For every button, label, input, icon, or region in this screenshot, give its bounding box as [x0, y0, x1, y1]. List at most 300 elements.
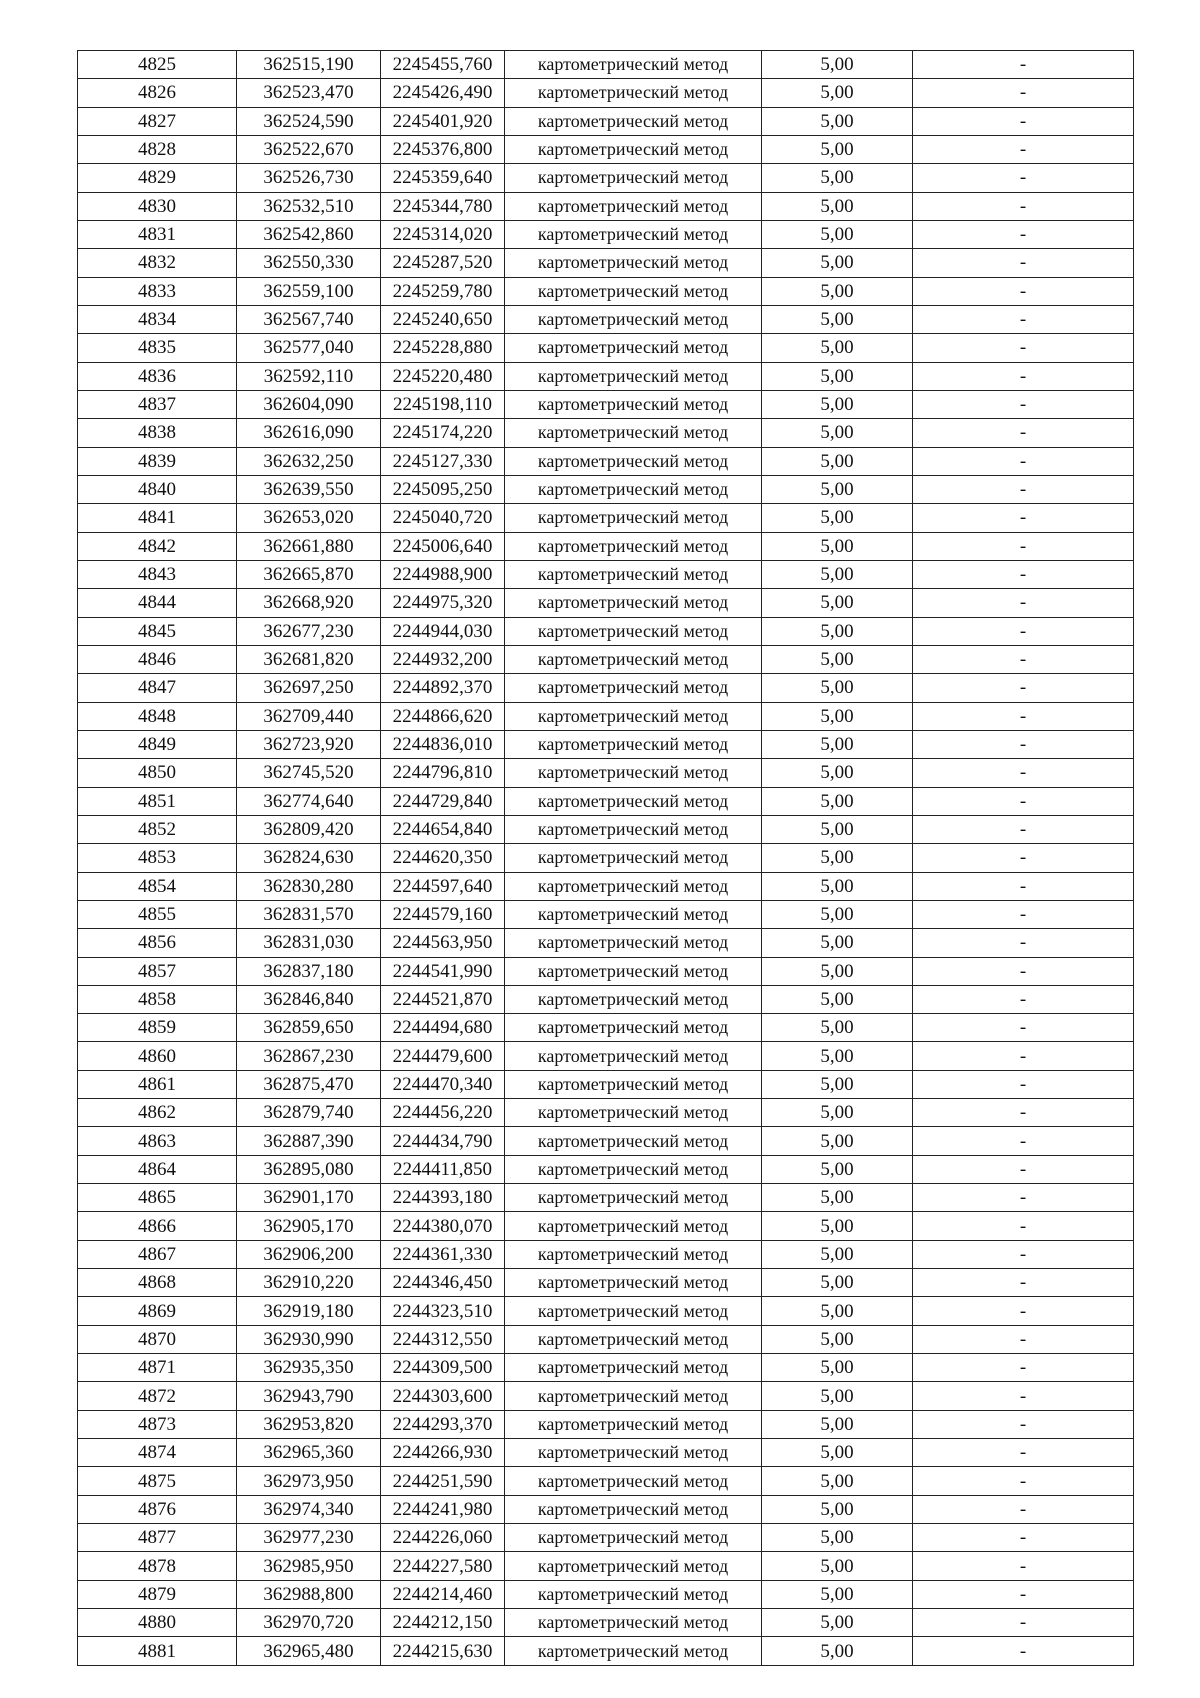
table-row	[78, 730, 1134, 758]
method-cell: картометрический метод	[505, 532, 762, 560]
coord-y-cell: 2244975,320	[381, 589, 505, 617]
coord-x-cell: 362524,590	[237, 107, 381, 135]
point-number-cell: 4870	[78, 1325, 237, 1353]
coord-y-cell: 2245376,800	[381, 135, 505, 163]
method-cell: картометрический метод	[505, 1325, 762, 1353]
description-cell: -	[913, 1184, 1134, 1212]
description-cell: -	[913, 1070, 1134, 1098]
accuracy-cell: 5,00	[762, 504, 913, 532]
description-cell: -	[913, 1127, 1134, 1155]
table-row	[78, 1382, 1134, 1410]
table-row	[78, 107, 1134, 135]
table-row	[78, 674, 1134, 702]
coord-x-cell: 362809,420	[237, 815, 381, 843]
method-cell: картометрический метод	[505, 1127, 762, 1155]
method-cell: картометрический метод	[505, 107, 762, 135]
point-number-cell: 4848	[78, 702, 237, 730]
description-cell: -	[913, 1240, 1134, 1268]
description-cell: -	[913, 277, 1134, 305]
description-cell: -	[913, 1410, 1134, 1438]
description-cell: -	[913, 220, 1134, 248]
coord-y-cell: 2245259,780	[381, 277, 505, 305]
accuracy-cell: 5,00	[762, 1524, 913, 1552]
coord-y-cell: 2244309,500	[381, 1354, 505, 1382]
coord-y-cell: 2245287,520	[381, 249, 505, 277]
coord-y-cell: 2244266,930	[381, 1439, 505, 1467]
accuracy-cell: 5,00	[762, 1042, 913, 1070]
coord-x-cell: 362965,360	[237, 1439, 381, 1467]
coord-x-cell: 362985,950	[237, 1552, 381, 1580]
coord-y-cell: 2245198,110	[381, 390, 505, 418]
point-number-cell: 4828	[78, 135, 237, 163]
accuracy-cell: 5,00	[762, 51, 913, 79]
method-cell: картометрический метод	[505, 702, 762, 730]
table-row	[78, 815, 1134, 843]
coord-x-cell: 362668,920	[237, 589, 381, 617]
point-number-cell: 4863	[78, 1127, 237, 1155]
method-cell: картометрический метод	[505, 220, 762, 248]
accuracy-cell: 5,00	[762, 1155, 913, 1183]
table-row	[78, 929, 1134, 957]
method-cell: картометрический метод	[505, 1495, 762, 1523]
coord-x-cell: 362970,720	[237, 1609, 381, 1637]
method-cell: картометрический метод	[505, 560, 762, 588]
description-cell: -	[913, 985, 1134, 1013]
accuracy-cell: 5,00	[762, 277, 913, 305]
table-row	[78, 362, 1134, 390]
accuracy-cell: 5,00	[762, 702, 913, 730]
coord-x-cell: 362639,550	[237, 475, 381, 503]
coord-x-cell: 362542,860	[237, 220, 381, 248]
method-cell: картометрический метод	[505, 1099, 762, 1127]
coord-x-cell: 362653,020	[237, 504, 381, 532]
table-row	[78, 504, 1134, 532]
coord-x-cell: 362910,220	[237, 1269, 381, 1297]
coord-y-cell: 2244944,030	[381, 617, 505, 645]
coord-y-cell: 2244251,590	[381, 1467, 505, 1495]
method-cell: картометрический метод	[505, 1297, 762, 1325]
description-cell: -	[913, 390, 1134, 418]
point-number-cell: 4853	[78, 844, 237, 872]
point-number-cell: 4837	[78, 390, 237, 418]
coord-x-cell: 362895,080	[237, 1155, 381, 1183]
accuracy-cell: 5,00	[762, 362, 913, 390]
coord-x-cell: 362879,740	[237, 1099, 381, 1127]
table-row	[78, 277, 1134, 305]
table-row	[78, 589, 1134, 617]
accuracy-cell: 5,00	[762, 475, 913, 503]
point-number-cell: 4858	[78, 985, 237, 1013]
description-cell: -	[913, 674, 1134, 702]
point-number-cell: 4852	[78, 815, 237, 843]
point-number-cell: 4851	[78, 787, 237, 815]
coord-y-cell: 2244434,790	[381, 1127, 505, 1155]
coord-x-cell: 362523,470	[237, 79, 381, 107]
accuracy-cell: 5,00	[762, 1269, 913, 1297]
description-cell: -	[913, 164, 1134, 192]
method-cell: картометрический метод	[505, 1212, 762, 1240]
accuracy-cell: 5,00	[762, 1184, 913, 1212]
method-cell: картометрический метод	[505, 277, 762, 305]
accuracy-cell: 5,00	[762, 589, 913, 617]
point-number-cell: 4864	[78, 1155, 237, 1183]
point-number-cell: 4878	[78, 1552, 237, 1580]
method-cell: картометрический метод	[505, 730, 762, 758]
description-cell: -	[913, 1269, 1134, 1297]
coord-x-cell: 362977,230	[237, 1524, 381, 1552]
method-cell: картометрический метод	[505, 1382, 762, 1410]
table-row	[78, 1524, 1134, 1552]
method-cell: картометрический метод	[505, 192, 762, 220]
coord-y-cell: 2245228,880	[381, 334, 505, 362]
coord-x-cell: 362616,090	[237, 419, 381, 447]
table-row	[78, 220, 1134, 248]
method-cell: картометрический метод	[505, 1184, 762, 1212]
coord-x-cell: 362973,950	[237, 1467, 381, 1495]
table-row	[78, 702, 1134, 730]
point-number-cell: 4862	[78, 1099, 237, 1127]
method-cell: картометрический метод	[505, 1269, 762, 1297]
coord-y-cell: 2245174,220	[381, 419, 505, 447]
point-number-cell: 4826	[78, 79, 237, 107]
accuracy-cell: 5,00	[762, 164, 913, 192]
accuracy-cell: 5,00	[762, 900, 913, 928]
table-row	[78, 844, 1134, 872]
method-cell: картометрический метод	[505, 1354, 762, 1382]
table-row	[78, 1495, 1134, 1523]
accuracy-cell: 5,00	[762, 1099, 913, 1127]
accuracy-cell: 5,00	[762, 872, 913, 900]
description-cell: -	[913, 1637, 1134, 1665]
method-cell: картометрический метод	[505, 787, 762, 815]
table-row	[78, 390, 1134, 418]
description-cell: -	[913, 1495, 1134, 1523]
method-cell: картометрический метод	[505, 674, 762, 702]
point-number-cell: 4875	[78, 1467, 237, 1495]
description-cell: -	[913, 1354, 1134, 1382]
table-row	[78, 1042, 1134, 1070]
coord-y-cell: 2244214,460	[381, 1580, 505, 1608]
coord-y-cell: 2244836,010	[381, 730, 505, 758]
coord-y-cell: 2244494,680	[381, 1014, 505, 1042]
accuracy-cell: 5,00	[762, 1354, 913, 1382]
method-cell: картометрический метод	[505, 872, 762, 900]
description-cell: -	[913, 1042, 1134, 1070]
point-number-cell: 4868	[78, 1269, 237, 1297]
coord-x-cell: 362567,740	[237, 305, 381, 333]
point-number-cell: 4840	[78, 475, 237, 503]
point-number-cell: 4827	[78, 107, 237, 135]
point-number-cell: 4860	[78, 1042, 237, 1070]
method-cell: картометрический метод	[505, 617, 762, 645]
accuracy-cell: 5,00	[762, 985, 913, 1013]
point-number-cell: 4846	[78, 645, 237, 673]
description-cell: -	[913, 1014, 1134, 1042]
description-cell: -	[913, 1609, 1134, 1637]
coord-x-cell: 362831,570	[237, 900, 381, 928]
accuracy-cell: 5,00	[762, 107, 913, 135]
method-cell: картометрический метод	[505, 1410, 762, 1438]
point-number-cell: 4836	[78, 362, 237, 390]
coord-y-cell: 2245314,020	[381, 220, 505, 248]
accuracy-cell: 5,00	[762, 1240, 913, 1268]
description-cell: -	[913, 1325, 1134, 1353]
method-cell: картометрический метод	[505, 334, 762, 362]
table-row	[78, 79, 1134, 107]
method-cell: картометрический метод	[505, 419, 762, 447]
point-number-cell: 4859	[78, 1014, 237, 1042]
coord-x-cell: 362824,630	[237, 844, 381, 872]
accuracy-cell: 5,00	[762, 844, 913, 872]
coord-y-cell: 2244563,950	[381, 929, 505, 957]
description-cell: -	[913, 645, 1134, 673]
table-row	[78, 51, 1134, 79]
coord-y-cell: 2244479,600	[381, 1042, 505, 1070]
method-cell: картометрический метод	[505, 589, 762, 617]
accuracy-cell: 5,00	[762, 447, 913, 475]
description-cell: -	[913, 1155, 1134, 1183]
point-number-cell: 4874	[78, 1439, 237, 1467]
table-row	[78, 249, 1134, 277]
method-cell: картометрический метод	[505, 164, 762, 192]
coord-y-cell: 2244892,370	[381, 674, 505, 702]
table-row	[78, 532, 1134, 560]
method-cell: картометрический метод	[505, 504, 762, 532]
method-cell: картометрический метод	[505, 447, 762, 475]
coord-x-cell: 362559,100	[237, 277, 381, 305]
coord-y-cell: 2244654,840	[381, 815, 505, 843]
coord-x-cell: 362887,390	[237, 1127, 381, 1155]
coord-y-cell: 2244932,200	[381, 645, 505, 673]
table-row	[78, 1099, 1134, 1127]
description-cell: -	[913, 730, 1134, 758]
accuracy-cell: 5,00	[762, 1410, 913, 1438]
coord-x-cell: 362532,510	[237, 192, 381, 220]
coord-y-cell: 2244411,850	[381, 1155, 505, 1183]
accuracy-cell: 5,00	[762, 1609, 913, 1637]
accuracy-cell: 5,00	[762, 192, 913, 220]
table-row	[78, 1552, 1134, 1580]
accuracy-cell: 5,00	[762, 79, 913, 107]
point-number-cell: 4841	[78, 504, 237, 532]
table-row	[78, 1127, 1134, 1155]
coord-x-cell: 362515,190	[237, 51, 381, 79]
point-number-cell: 4844	[78, 589, 237, 617]
description-cell: -	[913, 900, 1134, 928]
accuracy-cell: 5,00	[762, 419, 913, 447]
description-cell: -	[913, 929, 1134, 957]
table-row	[78, 1439, 1134, 1467]
accuracy-cell: 5,00	[762, 1014, 913, 1042]
point-number-cell: 4881	[78, 1637, 237, 1665]
coord-x-cell: 362930,990	[237, 1325, 381, 1353]
accuracy-cell: 5,00	[762, 815, 913, 843]
coord-y-cell: 2244380,070	[381, 1212, 505, 1240]
accuracy-cell: 5,00	[762, 957, 913, 985]
table-row	[78, 1467, 1134, 1495]
coord-x-cell: 362526,730	[237, 164, 381, 192]
method-cell: картометрический метод	[505, 645, 762, 673]
accuracy-cell: 5,00	[762, 220, 913, 248]
accuracy-cell: 5,00	[762, 390, 913, 418]
point-number-cell: 4838	[78, 419, 237, 447]
table-row	[78, 135, 1134, 163]
coord-x-cell: 362974,340	[237, 1495, 381, 1523]
method-cell: картометрический метод	[505, 1552, 762, 1580]
coord-y-cell: 2244729,840	[381, 787, 505, 815]
coord-y-cell: 2245127,330	[381, 447, 505, 475]
coord-y-cell: 2245095,250	[381, 475, 505, 503]
point-number-cell: 4856	[78, 929, 237, 957]
method-cell: картометрический метод	[505, 390, 762, 418]
accuracy-cell: 5,00	[762, 1127, 913, 1155]
coord-x-cell: 362709,440	[237, 702, 381, 730]
table-row	[78, 1325, 1134, 1353]
description-cell: -	[913, 1439, 1134, 1467]
point-number-cell: 4847	[78, 674, 237, 702]
coord-y-cell: 2244303,600	[381, 1382, 505, 1410]
description-cell: -	[913, 447, 1134, 475]
coord-x-cell: 362943,790	[237, 1382, 381, 1410]
method-cell: картометрический метод	[505, 305, 762, 333]
description-cell: -	[913, 1580, 1134, 1608]
method-cell: картометрический метод	[505, 51, 762, 79]
point-number-cell: 4834	[78, 305, 237, 333]
coord-y-cell: 2244312,550	[381, 1325, 505, 1353]
description-cell: -	[913, 1099, 1134, 1127]
table-row	[78, 419, 1134, 447]
point-number-cell: 4866	[78, 1212, 237, 1240]
table-row	[78, 1240, 1134, 1268]
coord-x-cell: 362875,470	[237, 1070, 381, 1098]
method-cell: картометрический метод	[505, 1467, 762, 1495]
table-row	[78, 334, 1134, 362]
description-cell: -	[913, 702, 1134, 730]
method-cell: картометрический метод	[505, 1609, 762, 1637]
method-cell: картометрический метод	[505, 929, 762, 957]
accuracy-cell: 5,00	[762, 1637, 913, 1665]
description-cell: -	[913, 532, 1134, 560]
coord-x-cell: 362522,670	[237, 135, 381, 163]
method-cell: картометрический метод	[505, 985, 762, 1013]
coord-y-cell: 2244579,160	[381, 900, 505, 928]
table-row	[78, 447, 1134, 475]
table-row	[78, 1212, 1134, 1240]
table-row	[78, 985, 1134, 1013]
table-row	[78, 1580, 1134, 1608]
coord-x-cell: 362681,820	[237, 645, 381, 673]
coord-y-cell: 2244866,620	[381, 702, 505, 730]
method-cell: картометрический метод	[505, 1637, 762, 1665]
coord-x-cell: 362906,200	[237, 1240, 381, 1268]
coord-x-cell: 362745,520	[237, 759, 381, 787]
coord-y-cell: 2245359,640	[381, 164, 505, 192]
description-cell: -	[913, 617, 1134, 645]
point-number-cell: 4857	[78, 957, 237, 985]
accuracy-cell: 5,00	[762, 135, 913, 163]
coord-x-cell: 362846,840	[237, 985, 381, 1013]
coord-x-cell: 362837,180	[237, 957, 381, 985]
method-cell: картометрический метод	[505, 844, 762, 872]
coord-x-cell: 362831,030	[237, 929, 381, 957]
description-cell: -	[913, 1382, 1134, 1410]
method-cell: картометрический метод	[505, 900, 762, 928]
description-cell: -	[913, 1552, 1134, 1580]
description-cell: -	[913, 815, 1134, 843]
table-row	[78, 759, 1134, 787]
description-cell: -	[913, 249, 1134, 277]
point-number-cell: 4832	[78, 249, 237, 277]
point-number-cell: 4877	[78, 1524, 237, 1552]
coord-y-cell: 2244323,510	[381, 1297, 505, 1325]
point-number-cell: 4873	[78, 1410, 237, 1438]
description-cell: -	[913, 1524, 1134, 1552]
coord-y-cell: 2244361,330	[381, 1240, 505, 1268]
description-cell: -	[913, 957, 1134, 985]
point-number-cell: 4872	[78, 1382, 237, 1410]
coord-x-cell: 362867,230	[237, 1042, 381, 1070]
method-cell: картометрический метод	[505, 1240, 762, 1268]
point-number-cell: 4843	[78, 560, 237, 588]
table-row	[78, 192, 1134, 220]
point-number-cell: 4833	[78, 277, 237, 305]
coord-x-cell: 362604,090	[237, 390, 381, 418]
description-cell: -	[913, 787, 1134, 815]
method-cell: картометрический метод	[505, 1155, 762, 1183]
accuracy-cell: 5,00	[762, 305, 913, 333]
description-cell: -	[913, 305, 1134, 333]
method-cell: картометрический метод	[505, 1439, 762, 1467]
accuracy-cell: 5,00	[762, 1382, 913, 1410]
method-cell: картометрический метод	[505, 815, 762, 843]
table-row	[78, 475, 1134, 503]
description-cell: -	[913, 475, 1134, 503]
coord-y-cell: 2244620,350	[381, 844, 505, 872]
description-cell: -	[913, 872, 1134, 900]
description-cell: -	[913, 1212, 1134, 1240]
coord-x-cell: 362661,880	[237, 532, 381, 560]
coord-y-cell: 2245344,780	[381, 192, 505, 220]
point-number-cell: 4867	[78, 1240, 237, 1268]
coord-x-cell: 362935,350	[237, 1354, 381, 1382]
accuracy-cell: 5,00	[762, 1212, 913, 1240]
coord-y-cell: 2245006,640	[381, 532, 505, 560]
point-number-cell: 4876	[78, 1495, 237, 1523]
method-cell: картометрический метод	[505, 362, 762, 390]
accuracy-cell: 5,00	[762, 1297, 913, 1325]
coord-y-cell: 2244293,370	[381, 1410, 505, 1438]
coord-y-cell: 2245220,480	[381, 362, 505, 390]
point-number-cell: 4861	[78, 1070, 237, 1098]
coord-x-cell: 362919,180	[237, 1297, 381, 1325]
description-cell: -	[913, 560, 1134, 588]
point-number-cell: 4865	[78, 1184, 237, 1212]
method-cell: картометрический метод	[505, 249, 762, 277]
method-cell: картометрический метод	[505, 135, 762, 163]
table-row	[78, 617, 1134, 645]
accuracy-cell: 5,00	[762, 1467, 913, 1495]
accuracy-cell: 5,00	[762, 1070, 913, 1098]
description-cell: -	[913, 79, 1134, 107]
coord-y-cell: 2244456,220	[381, 1099, 505, 1127]
coordinates-table	[77, 50, 1134, 1666]
description-cell: -	[913, 1467, 1134, 1495]
description-cell: -	[913, 192, 1134, 220]
accuracy-cell: 5,00	[762, 759, 913, 787]
coord-y-cell: 2245455,760	[381, 51, 505, 79]
point-number-cell: 4849	[78, 730, 237, 758]
coord-x-cell: 362905,170	[237, 1212, 381, 1240]
